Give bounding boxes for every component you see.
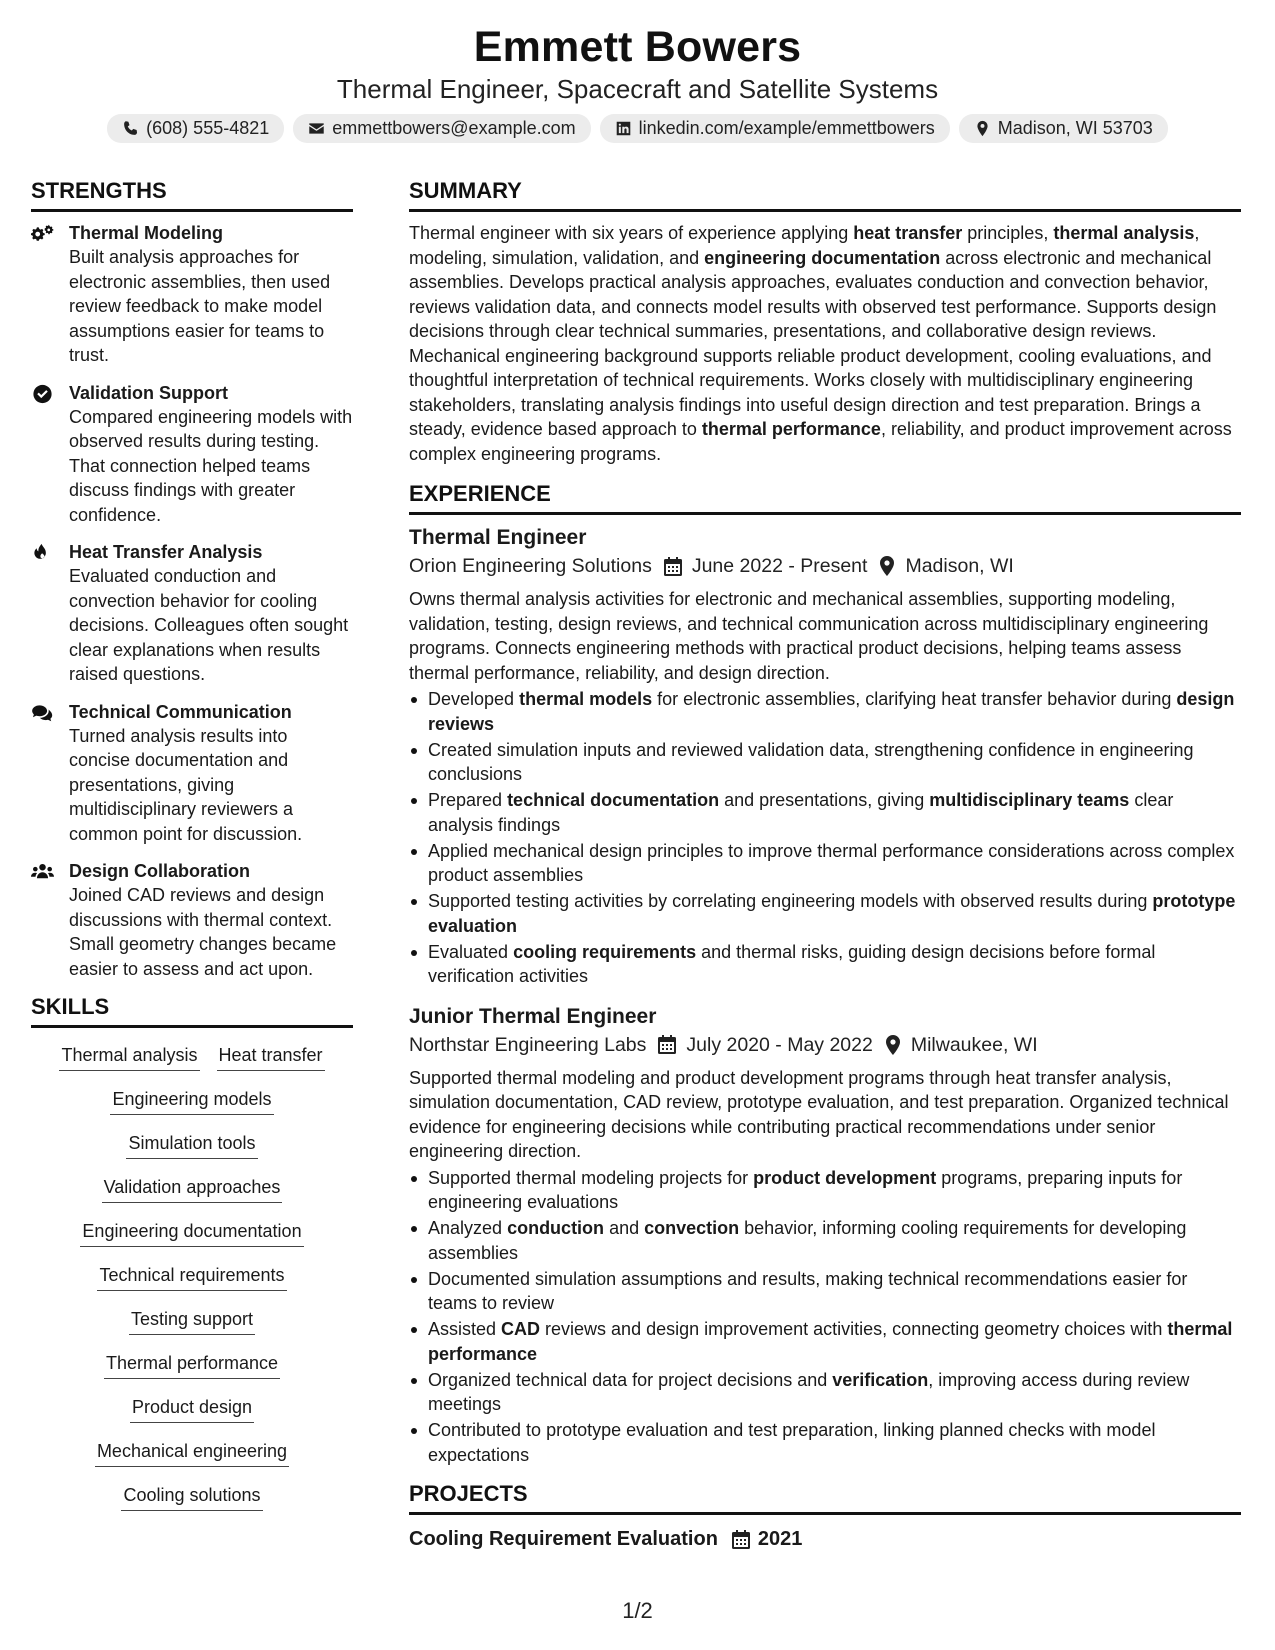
right-column — [409, 178, 1241, 1554]
strength-item — [31, 859, 353, 981]
skill-row — [31, 1395, 353, 1423]
strength-item — [31, 540, 353, 687]
job-meta — [409, 1030, 1241, 1060]
job-title: Junior Thermal Engineer — [409, 1004, 657, 1028]
contact-location — [959, 114, 1168, 143]
skills-heading: SKILLS — [31, 994, 353, 1028]
summary-part: Thermal engineer with six years of experience applying — [409, 223, 854, 243]
job-company: Orion Engineering Solutions — [409, 555, 652, 577]
map-pin-icon — [974, 120, 991, 137]
calendar-icon — [658, 1035, 676, 1054]
strength-title: Design Collaboration — [69, 861, 251, 881]
contact-location-text: Madison, WI 53703 — [997, 118, 1153, 138]
skill-row — [31, 1439, 353, 1467]
users-icon — [31, 862, 54, 882]
strength-title: Heat Transfer Analysis — [69, 542, 263, 562]
skills-list — [31, 1037, 353, 1511]
check-circle-icon — [31, 384, 54, 404]
strengths-heading: STRENGTHS — [31, 178, 353, 212]
job-entry — [409, 524, 1241, 989]
summary-keyword: heat transfer — [853, 223, 963, 243]
strength-item — [31, 381, 353, 528]
contact-linkedin-text: linkedin.com/example/emmettbowers — [638, 118, 935, 138]
bullet-item: Supported testing activities by correlating engineering models with observed results during prototype evaluation — [409, 889, 1241, 938]
summary-keyword: thermal performance — [701, 419, 881, 439]
comments-icon — [31, 703, 54, 723]
summary-part: , modeling, simulation, validation, and — [409, 223, 1200, 268]
summary-part: , reliability, and product improvement across complex engineering programs. — [409, 419, 1232, 464]
contact-email-text: emmettbowers@example.com — [332, 118, 576, 138]
job-location: Milwaukee, WI — [910, 1033, 1038, 1056]
skill-tag: Testing support — [129, 1307, 255, 1335]
skill-row — [31, 1351, 353, 1379]
summary-keyword: engineering documentation — [704, 247, 941, 268]
bullet-item: Developed thermal models for electronic assemblies, clarifying heat transfer behavior during design reviews — [409, 687, 1241, 736]
strength-item — [31, 221, 353, 368]
bullet-item: Prepared technical documentation and presentations, giving multidisciplinary teams clear analysis findings — [409, 788, 1241, 837]
contact-email[interactable] — [293, 114, 590, 143]
skill-tag: Cooling solutions — [121, 1483, 262, 1511]
job-dates: June 2022 - Present — [691, 555, 868, 577]
skill-row — [31, 1307, 353, 1335]
job-location: Madison, WI — [905, 555, 1014, 577]
strength-desc: Compared engineering models with observed results during testing. That connection helped teams discuss findings with greater confidence. — [69, 406, 353, 525]
bullet-item: Analyzed conduction and convection behavior, informing cooling requirements for developing assemblies — [409, 1216, 1241, 1265]
contact-bar — [0, 114, 1275, 143]
summary-part: across electronic and mechanical assemblies. Develops practical analysis approaches, evaluates conduction and convection behavior, reviews validation data, and connects model results with observed test performance. Supports design decisions through clear technical summaries, presentations, and collaborative design reviews. Mechanical engineering background supports reliable product development, cooling evaluations, and thoughtful interpretation of technical requirements. Works closely with multidisciplinary engineering stakeholders, translating analysis findings into useful design direction and test preparation. Brings a steady, evidence based approach to — [409, 247, 1217, 439]
job-dates: July 2020 - May 2022 — [686, 1033, 873, 1056]
contact-phone-text: (608) 555-4821 — [146, 118, 270, 138]
strength-title: Thermal Modeling — [69, 223, 224, 243]
project-year: 2021 — [757, 1528, 803, 1550]
summary-heading: SUMMARY — [409, 178, 1241, 212]
bullet-item: Created simulation inputs and reviewed validation data, strengthening confidence in engineering conclusions — [409, 738, 1241, 787]
skill-row — [31, 1087, 353, 1115]
strength-title: Technical Communication — [69, 701, 292, 722]
bullet-item: Assisted CAD reviews and design improvement activities, connecting geometry choices with thermal performance — [409, 1317, 1241, 1366]
summary-text — [409, 221, 1241, 466]
job-meta — [409, 551, 1241, 581]
skill-row — [31, 1175, 353, 1203]
bullet-item: Supported thermal modeling projects for product development programs, preparing inputs for engineering evaluations — [409, 1166, 1241, 1215]
skill-tag: Simulation tools — [126, 1131, 257, 1159]
strength-desc: Built analysis approaches for electronic assemblies, then used review feedback to make model assumptions easier for teams to trust. — [69, 247, 331, 365]
flame-icon — [31, 543, 54, 563]
map-pin-icon — [885, 1035, 901, 1055]
job-description: Owns thermal analysis activities for electronic and mechanical assemblies, supporting modeling, validation, testing, design reviews, and technical communication across multidisciplinary engineering programs. Connects engineering methods with practical product decisions, helping teams assess thermal performance, reliability, and design direction. — [409, 589, 1209, 683]
bullet-item: Contributed to prototype evaluation and test preparation, linking planned checks with model expectations — [409, 1418, 1241, 1467]
projects-heading: PROJECTS — [409, 1481, 1241, 1515]
strength-desc: Joined CAD reviews and design discussions with thermal context. Small geometry changes became easier to assess and act upon. — [69, 885, 337, 979]
skill-row — [31, 1483, 353, 1511]
skill-tag: Thermal performance — [104, 1351, 280, 1379]
summary-keyword: thermal analysis — [1053, 223, 1195, 243]
skill-tag: Heat transfer — [217, 1043, 325, 1071]
skill-tag: Thermal analysis — [59, 1043, 199, 1071]
project-entry — [409, 1524, 1241, 1554]
skill-row — [31, 1043, 353, 1071]
job-entry — [409, 1003, 1241, 1468]
strength-desc: Turned analysis results into concise documentation and presentations, giving multidisciplinary reviewers a common point for discussion. — [69, 725, 303, 844]
page-number: 1/2 — [622, 1598, 653, 1623]
skill-tag: Mechanical engineering — [95, 1439, 289, 1467]
skill-row — [31, 1131, 353, 1159]
skill-row — [31, 1263, 353, 1291]
strength-item — [31, 700, 353, 847]
contact-phone[interactable] — [107, 114, 284, 143]
skill-tag: Engineering models — [110, 1087, 273, 1115]
job-title: Thermal Engineer — [409, 526, 587, 549]
left-column — [31, 178, 353, 1527]
resume-header — [0, 22, 1275, 143]
gears-icon — [31, 224, 54, 244]
job-company: Northstar Engineering Labs — [409, 1033, 647, 1056]
calendar-icon — [664, 557, 682, 576]
skill-tag: Validation approaches — [102, 1175, 283, 1203]
linkedin-icon — [615, 120, 632, 137]
skill-tag: Technical requirements — [97, 1263, 286, 1291]
bullet-item: Organized technical data for project decisions and verification, improving access during review meetings — [409, 1368, 1241, 1417]
candidate-name: Emmett Bowers — [473, 23, 802, 71]
skill-tag: Engineering documentation — [80, 1219, 303, 1247]
bullet-item: Documented simulation assumptions and results, making technical recommendations easier for teams to review — [409, 1267, 1241, 1316]
skill-tag: Product design — [130, 1395, 254, 1423]
map-pin-icon — [879, 556, 895, 576]
bullet-item: Evaluated cooling requirements and thermal risks, guiding design decisions before formal verification activities — [409, 940, 1241, 989]
job-bullets — [409, 687, 1241, 989]
project-title: Cooling Requirement Evaluation — [409, 1528, 718, 1550]
contact-linkedin[interactable] — [600, 114, 950, 143]
envelope-icon — [308, 120, 325, 137]
job-description: Supported thermal modeling and product development programs through heat transfer analysis, simulation documentation, CAD review, prototype evaluation, and test preparation. Organized technical evidence for engineering decisions while contributing practical recommendations under senior engineering direction. — [409, 1067, 1229, 1161]
phone-icon — [122, 120, 139, 137]
skill-row — [31, 1219, 353, 1247]
strength-title: Validation Support — [69, 382, 229, 403]
experience-heading: EXPERIENCE — [409, 481, 1241, 515]
strength-desc: Evaluated conduction and convection behavior for cooling decisions. Colleagues often sought clear explanations when results raised questions. — [69, 566, 349, 684]
summary-part: principles, — [962, 223, 1054, 243]
candidate-title: Thermal Engineer, Spacecraft and Satellite Systems — [336, 74, 939, 104]
bullet-item: Applied mechanical design principles to improve thermal performance considerations across complex product assemblies — [409, 839, 1241, 888]
job-bullets — [409, 1166, 1241, 1468]
calendar-icon — [732, 1530, 750, 1549]
